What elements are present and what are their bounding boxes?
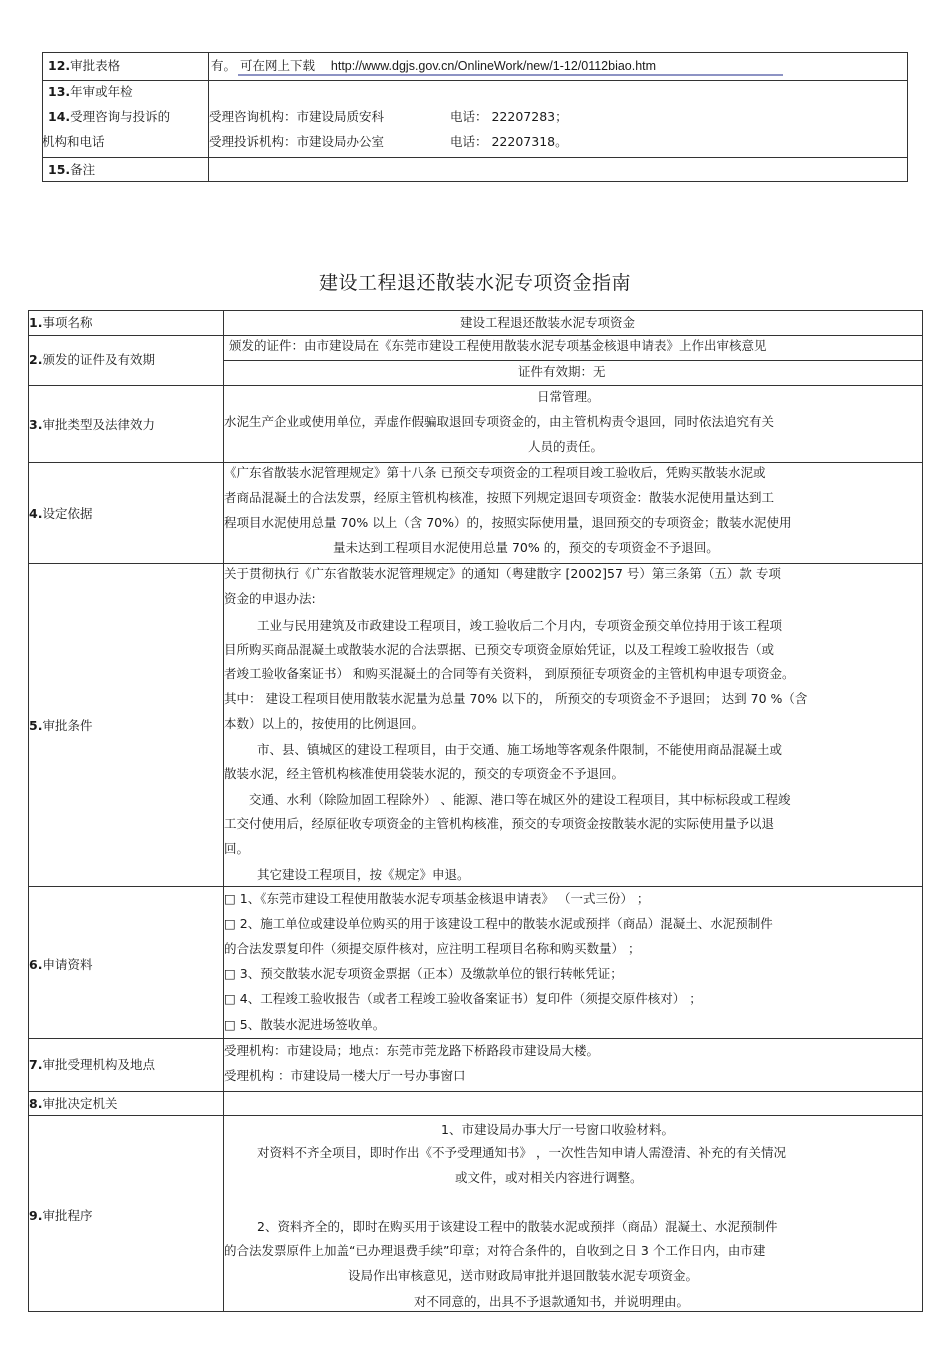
link-underline: [238, 74, 783, 76]
r6-item: □ 2、施工单位或建设单位购买的用于该建设工程中的散装水泥或预拌（商品）混凝土、水泥预制件: [224, 916, 773, 931]
row-12-label: 12.审批表格: [48, 58, 121, 73]
r9-line: 的合法发票原件上加盖“已办理退费手续”印章；对符合条件的，自收到之日 3 个工作日内，由市建: [224, 1243, 766, 1258]
r5-line: 者竣工验收备案证书） 和购买混凝土的合同等有关资料， 到原预征专项资金的主管机构申退专项资金。: [224, 666, 795, 681]
r5-line: 其它建设工程项目，按《规定》申退。: [257, 867, 470, 882]
r5-line: 关于贯彻执行《广东省散装水泥管理规定》的通知（粤建散字 [2002]57 号）第三条第（五）款 专项: [224, 566, 781, 581]
r7-line: 受理机构 ：市建设局一楼大厅一号办事窗口: [224, 1068, 466, 1083]
r9-label: 9.审批程序: [29, 1208, 93, 1223]
r5-label: 5.审批条件: [29, 718, 93, 733]
r2-validity: 证件有效期：无: [518, 364, 606, 379]
r3-line: 日常管理。: [537, 389, 600, 404]
r3-line: 水泥生产企业或使用单位，弄虚作假骗取退回专项资金的，由主管机构责令退回，同时依法追究有关: [224, 414, 775, 429]
r6-item: □ 1、《东莞市建设工程使用散装水泥专项基金核退申请表》 （一式三份） ；: [224, 891, 650, 906]
r5-line: 交通、水利（除险加固工程除外） 、能源、港口等在城区外的建设工程项目，其中标标段或工程竣: [249, 792, 791, 807]
row-14-label-2: 机构和电话: [42, 134, 105, 149]
r5-line: 散装水泥，经主管机构核准使用袋装水泥的，预交的专项资金不予退回。: [224, 766, 625, 781]
r1-content: 建设工程退还散装水泥专项资金: [460, 315, 636, 330]
r3-label: 3.审批类型及法律效力: [29, 417, 155, 432]
r6-item: 的合法发票复印件（须提交原件核对，应注明工程项目名称和购买数量） ；: [224, 941, 641, 956]
row-15-label: 15.备注: [48, 162, 96, 177]
r5-line: 目所购买商品混凝土或散装水泥的合法票据、已预交专项资金原始凭证，以及工程竣工验收报告（或: [224, 642, 775, 657]
r5-line: 其中： 建设工程项目使用散装水泥量为总量 70% 以下的， 所预交的专项资金不予退回； 达到 70 %（含: [224, 691, 808, 706]
r2-label: 2.颁发的证件及有效期: [29, 352, 155, 367]
r4-line: 《广东省散装水泥管理规定》第十八条 已预交专项资金的工程项目竣工验收后，凭购买散装水泥或: [224, 465, 766, 480]
r6-label: 6.申请资料: [29, 957, 93, 972]
r5-line: 工交付使用后，经原征收专项资金的主管机构核准，预交的专项资金按散装水泥的实际使用量予以退: [224, 816, 775, 831]
r9-line: 或文件，或对相关内容进行调整。: [455, 1170, 643, 1185]
r5-line: 资金的申退办法:: [224, 591, 316, 606]
r4-line: 量未达到工程项目水泥使用总量 70% 的，预交的专项资金不予退回。: [333, 540, 719, 555]
r9-line: 1、市建设局办事大厅一号窗口收验材料。: [441, 1122, 674, 1137]
r4-line: 者商品混凝土的合法发票，经原主管机构核准，按照下列规定退回专项资金：散装水泥使用量达到工: [224, 490, 775, 505]
r5-line: 市、县、镇城区的建设工程项目，由于交通、施工场地等客观条件限制，不能使用商品混凝土或: [257, 742, 783, 757]
r6-item: □ 5、散装水泥进场签收单。: [224, 1017, 386, 1032]
form-download-link[interactable]: http://www.dgjs.gov.cn/OnlineWork/new/1-12/0112biao.htm: [330, 59, 657, 73]
complaint-org: 受理投诉机构：市建设局办公室: [209, 134, 385, 149]
r9-line: 2、资料齐全的，即时在购买用于该建设工程中的散装水泥或预拌（商品）混凝土、水泥预制件: [257, 1219, 778, 1234]
row-14-label: 14.受理咨询与投诉的: [48, 109, 171, 124]
r7-label: 7.审批受理机构及地点: [29, 1057, 155, 1072]
r5-line: 工业与民用建筑及市政建设工程项目，竣工验收后二个月内，专项资金预交单位持用于该工程项: [257, 618, 783, 633]
r7-line: 受理机构：市建设局；地点：东莞市莞龙路下桥路段市建设局大楼。: [224, 1043, 600, 1058]
r9-line: 对不同意的，出具不予退款通知书，并说明理由。: [414, 1294, 690, 1309]
r5-line: 本数）以上的，按使用的比例退回。: [224, 716, 425, 731]
r4-label: 4.设定依据: [29, 506, 93, 521]
r9-line: 对资料不齐全项目，即时作出《不予受理通知书》 ，一次性告知申请人需澄清、补充的有关情况: [257, 1145, 786, 1160]
r8-label: 8.审批决定机关: [29, 1096, 118, 1111]
r4-line: 程项目水泥使用总量 70% 以上（含 70%）的，按照实际使用量，退回预交的专项资金；散装水泥使用: [224, 515, 792, 530]
r9-line: 设局作出审核意见，送市财政局审批并退回散装水泥专项资金。: [348, 1268, 699, 1283]
consult-org: 受理咨询机构：市建设局质安科: [209, 109, 385, 124]
row-12-content: 有。 可在网上下载 http://www.dgjs.gov.cn/OnlineWork/new/1-12/0112biao.htm: [211, 58, 657, 73]
r6-item: □ 4、工程竣工验收报告（或者工程竣工验收备案证书）复印件（须提交原件核对） ；: [224, 991, 702, 1006]
r2-cert: 颁发的证件：由市建设局在《东莞市建设工程使用散装水泥专项基金核退申请表》上作出审核意见: [229, 338, 767, 353]
r1-label: 1.事项名称: [29, 315, 93, 330]
consult-tel: 电话： 22207283；: [450, 109, 568, 124]
r6-item: □ 3、预交散装水泥专项资金票据（正本）及缴款单位的银行转帐凭证；: [224, 966, 623, 981]
row-13-label: 13.年审或年检: [48, 84, 133, 99]
r3-line: 人员的责任。: [528, 439, 604, 454]
complaint-tel: 电话： 22207318。: [450, 134, 568, 149]
page-title: 建设工程退还散装水泥专项资金指南: [318, 272, 631, 294]
r5-line: 回。: [224, 841, 250, 856]
